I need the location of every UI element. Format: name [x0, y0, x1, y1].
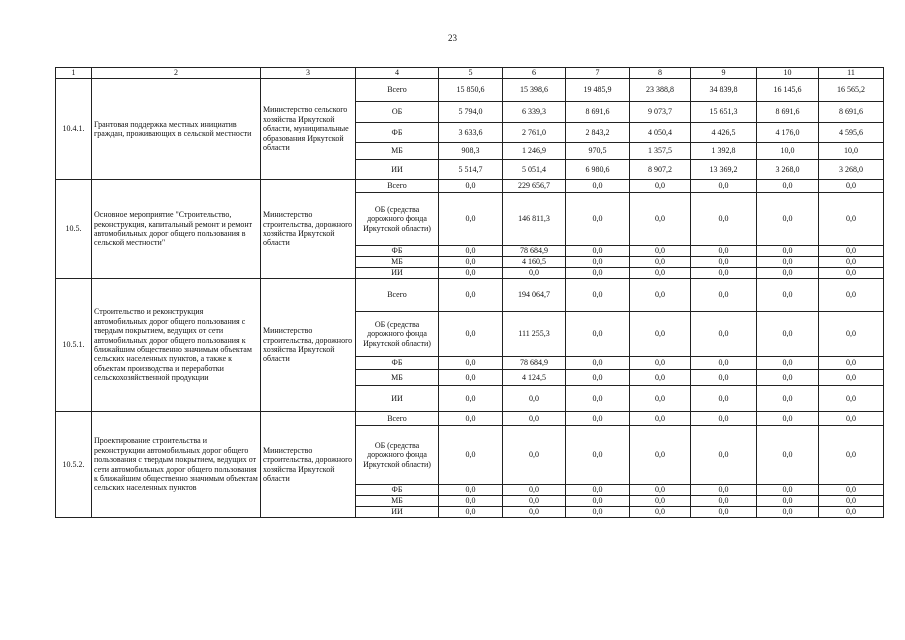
- amount-cell: 0,0: [757, 357, 819, 370]
- amount-cell: 0,0: [819, 426, 884, 485]
- amount-cell: 0,0: [819, 507, 884, 518]
- amount-cell: 0,0: [630, 386, 691, 412]
- amount-cell: 0,0: [566, 412, 630, 426]
- table-row: [56, 180, 884, 193]
- amount-cell: 19 485,9: [566, 79, 630, 102]
- column-number-header: 4: [356, 68, 439, 79]
- amount-cell: 1 246,9: [503, 143, 566, 160]
- funding-source: ИИ: [356, 386, 439, 412]
- amount-cell: 5 514,7: [439, 160, 503, 180]
- amount-cell: 0,0: [819, 485, 884, 496]
- amount-cell: 1 392,8: [691, 143, 757, 160]
- amount-cell: 0,0: [691, 312, 757, 357]
- amount-cell: 111 255,3: [503, 312, 566, 357]
- amount-cell: 3 268,0: [819, 160, 884, 180]
- amount-cell: 0,0: [691, 246, 757, 257]
- amount-cell: 0,0: [630, 257, 691, 268]
- amount-cell: 0,0: [566, 386, 630, 412]
- amount-cell: 1 357,5: [630, 143, 691, 160]
- section-description: Проектирование строительства и реконструкции автомобильных дорог общего пользования с твердым покрытием, ведущих от сети автомобильных дорог общего пользования к ближайшим общественно значимым объектам сельских населенных пунктов: [92, 412, 261, 518]
- amount-cell: 0,0: [630, 180, 691, 193]
- column-number-header: 1: [56, 68, 92, 79]
- amount-cell: 0,0: [757, 370, 819, 386]
- amount-cell: 0,0: [757, 180, 819, 193]
- column-number-header: 6: [503, 68, 566, 79]
- amount-cell: 0,0: [757, 507, 819, 518]
- amount-cell: 9 073,7: [630, 102, 691, 123]
- funding-source: ФБ: [356, 357, 439, 370]
- amount-cell: 6 339,3: [503, 102, 566, 123]
- amount-cell: 194 064,7: [503, 279, 566, 312]
- amount-cell: 0,0: [439, 485, 503, 496]
- column-number-header: 10: [757, 68, 819, 79]
- amount-cell: 0,0: [630, 357, 691, 370]
- amount-cell: 10,0: [757, 143, 819, 160]
- amount-cell: 0,0: [630, 412, 691, 426]
- amount-cell: 0,0: [566, 268, 630, 279]
- amount-cell: 2 843,2: [566, 123, 630, 143]
- amount-cell: 229 656,7: [503, 180, 566, 193]
- amount-cell: 0,0: [439, 279, 503, 312]
- amount-cell: 0,0: [503, 496, 566, 507]
- column-number-header: 3: [261, 68, 356, 79]
- amount-cell: 4 124,5: [503, 370, 566, 386]
- amount-cell: 0,0: [757, 426, 819, 485]
- amount-cell: 4 176,0: [757, 123, 819, 143]
- amount-cell: 8 691,6: [819, 102, 884, 123]
- amount-cell: 0,0: [691, 412, 757, 426]
- section-code: 10.5.: [56, 180, 92, 279]
- amount-cell: 16 145,6: [757, 79, 819, 102]
- amount-cell: 15 850,6: [439, 79, 503, 102]
- column-number-header: 9: [691, 68, 757, 79]
- amount-cell: 0,0: [439, 370, 503, 386]
- amount-cell: 4 050,4: [630, 123, 691, 143]
- funding-source: ИИ: [356, 507, 439, 518]
- amount-cell: 0,0: [630, 279, 691, 312]
- amount-cell: 0,0: [757, 312, 819, 357]
- funding-source: МБ: [356, 370, 439, 386]
- amount-cell: 4 426,5: [691, 123, 757, 143]
- amount-cell: 0,0: [819, 257, 884, 268]
- column-number-header: 11: [819, 68, 884, 79]
- amount-cell: 0,0: [819, 246, 884, 257]
- amount-cell: 0,0: [630, 426, 691, 485]
- amount-cell: 0,0: [630, 370, 691, 386]
- amount-cell: 0,0: [439, 193, 503, 246]
- column-number-header: 8: [630, 68, 691, 79]
- amount-cell: 0,0: [439, 246, 503, 257]
- funding-source: ИИ: [356, 160, 439, 180]
- amount-cell: 0,0: [691, 485, 757, 496]
- amount-cell: 0,0: [819, 193, 884, 246]
- funding-source: ИИ: [356, 268, 439, 279]
- amount-cell: 0,0: [503, 386, 566, 412]
- amount-cell: 0,0: [691, 268, 757, 279]
- amount-cell: 0,0: [566, 312, 630, 357]
- amount-cell: 10,0: [819, 143, 884, 160]
- table-header-row: [56, 68, 884, 79]
- funding-source: ФБ: [356, 485, 439, 496]
- amount-cell: 3 268,0: [757, 160, 819, 180]
- amount-cell: 3 633,6: [439, 123, 503, 143]
- amount-cell: 0,0: [566, 257, 630, 268]
- table-row: [56, 79, 884, 102]
- funding-source: ФБ: [356, 123, 439, 143]
- amount-cell: 0,0: [630, 193, 691, 246]
- amount-cell: 0,0: [439, 312, 503, 357]
- amount-cell: 0,0: [757, 193, 819, 246]
- amount-cell: 0,0: [566, 426, 630, 485]
- funding-source: ОБ: [356, 102, 439, 123]
- amount-cell: 6 980,6: [566, 160, 630, 180]
- amount-cell: 0,0: [630, 507, 691, 518]
- section-code: 10.4.1.: [56, 79, 92, 180]
- funding-source: ОБ (средства дорожного фонда Иркутской области): [356, 312, 439, 357]
- amount-cell: 16 565,2: [819, 79, 884, 102]
- amount-cell: 0,0: [630, 246, 691, 257]
- amount-cell: 0,0: [757, 386, 819, 412]
- amount-cell: 0,0: [566, 279, 630, 312]
- section-executor: Министерство строительства, дорожного хозяйства Иркутской области: [261, 180, 356, 279]
- amount-cell: 0,0: [757, 496, 819, 507]
- amount-cell: 0,0: [691, 257, 757, 268]
- funding-source: Всего: [356, 180, 439, 193]
- amount-cell: 0,0: [819, 496, 884, 507]
- amount-cell: 0,0: [757, 485, 819, 496]
- amount-cell: 8 907,2: [630, 160, 691, 180]
- amount-cell: 0,0: [691, 279, 757, 312]
- amount-cell: 0,0: [503, 426, 566, 485]
- section-description: Строительство и реконструкция автомобильных дорог общего пользования с твердым покрытием, ведущих от сети автомобильных дорог общего пользования к ближайшим общественно значимым объектам сельских населенных пунктов, а также к объектам производства и переработки сельскохозяйственной продукции: [92, 279, 261, 412]
- section-executor: Министерство строительства, дорожного хозяйства Иркутской области: [261, 279, 356, 412]
- section-code: 10.5.2.: [56, 412, 92, 518]
- funding-source: Всего: [356, 412, 439, 426]
- column-number-header: 2: [92, 68, 261, 79]
- funding-source: ОБ (средства дорожного фонда Иркутской области): [356, 193, 439, 246]
- section-description: Основное мероприятие "Строительство, реконструкция, капитальный ремонт и ремонт автомобильных дорог общего пользования в сельской местности": [92, 180, 261, 279]
- amount-cell: 13 369,2: [691, 160, 757, 180]
- amount-cell: 0,0: [566, 357, 630, 370]
- section-description: Грантовая поддержка местных инициатив граждан, проживающих в сельской местности: [92, 79, 261, 180]
- amount-cell: 0,0: [630, 312, 691, 357]
- amount-cell: 0,0: [819, 412, 884, 426]
- amount-cell: 0,0: [566, 180, 630, 193]
- amount-cell: 0,0: [439, 268, 503, 279]
- amount-cell: 0,0: [503, 485, 566, 496]
- amount-cell: 0,0: [439, 426, 503, 485]
- funding-source: ФБ: [356, 246, 439, 257]
- column-number-header: 7: [566, 68, 630, 79]
- funding-source: МБ: [356, 496, 439, 507]
- funding-source: ОБ (средства дорожного фонда Иркутской области): [356, 426, 439, 485]
- amount-cell: 0,0: [566, 485, 630, 496]
- amount-cell: 23 388,8: [630, 79, 691, 102]
- funding-source: МБ: [356, 143, 439, 160]
- page-number: 23: [448, 33, 457, 43]
- amount-cell: 0,0: [439, 357, 503, 370]
- amount-cell: 0,0: [819, 357, 884, 370]
- amount-cell: 0,0: [439, 496, 503, 507]
- amount-cell: 0,0: [630, 496, 691, 507]
- amount-cell: 0,0: [757, 257, 819, 268]
- amount-cell: 0,0: [566, 507, 630, 518]
- amount-cell: 5 051,4: [503, 160, 566, 180]
- funding-source: МБ: [356, 257, 439, 268]
- budget-table: [55, 67, 884, 518]
- amount-cell: 4 595,6: [819, 123, 884, 143]
- section-code: 10.5.1.: [56, 279, 92, 412]
- funding-source: Всего: [356, 279, 439, 312]
- amount-cell: 0,0: [819, 386, 884, 412]
- amount-cell: 15 398,6: [503, 79, 566, 102]
- amount-cell: 0,0: [439, 507, 503, 518]
- amount-cell: 0,0: [630, 485, 691, 496]
- amount-cell: 8 691,6: [566, 102, 630, 123]
- amount-cell: 0,0: [691, 507, 757, 518]
- amount-cell: 0,0: [757, 246, 819, 257]
- amount-cell: 146 811,3: [503, 193, 566, 246]
- amount-cell: 78 684,9: [503, 246, 566, 257]
- amount-cell: 0,0: [439, 257, 503, 268]
- amount-cell: 0,0: [757, 412, 819, 426]
- amount-cell: 0,0: [757, 268, 819, 279]
- amount-cell: 0,0: [566, 193, 630, 246]
- amount-cell: 0,0: [691, 386, 757, 412]
- section-executor: Министерство строительства, дорожного хозяйства Иркутской области: [261, 412, 356, 518]
- amount-cell: 0,0: [691, 357, 757, 370]
- funding-source: Всего: [356, 79, 439, 102]
- amount-cell: 0,0: [691, 496, 757, 507]
- amount-cell: 0,0: [439, 180, 503, 193]
- amount-cell: 0,0: [819, 180, 884, 193]
- amount-cell: 0,0: [691, 193, 757, 246]
- amount-cell: 0,0: [757, 279, 819, 312]
- amount-cell: 0,0: [503, 268, 566, 279]
- amount-cell: 5 794,0: [439, 102, 503, 123]
- section-executor: Министерство сельского хозяйства Иркутской области, муниципальные образования Иркутской области: [261, 79, 356, 180]
- amount-cell: 0,0: [566, 496, 630, 507]
- amount-cell: 0,0: [566, 246, 630, 257]
- amount-cell: 0,0: [691, 180, 757, 193]
- amount-cell: 0,0: [439, 386, 503, 412]
- table-row: [56, 412, 884, 426]
- amount-cell: 0,0: [691, 370, 757, 386]
- amount-cell: 0,0: [566, 370, 630, 386]
- amount-cell: 0,0: [819, 279, 884, 312]
- amount-cell: 0,0: [439, 412, 503, 426]
- amount-cell: 4 160,5: [503, 257, 566, 268]
- amount-cell: 2 761,0: [503, 123, 566, 143]
- amount-cell: 908,3: [439, 143, 503, 160]
- amount-cell: 78 684,9: [503, 357, 566, 370]
- amount-cell: 0,0: [630, 268, 691, 279]
- amount-cell: 0,0: [691, 426, 757, 485]
- amount-cell: 0,0: [819, 268, 884, 279]
- amount-cell: 0,0: [503, 507, 566, 518]
- amount-cell: 0,0: [503, 412, 566, 426]
- amount-cell: 15 651,3: [691, 102, 757, 123]
- amount-cell: 34 839,8: [691, 79, 757, 102]
- amount-cell: 0,0: [819, 312, 884, 357]
- column-number-header: 5: [439, 68, 503, 79]
- amount-cell: 970,5: [566, 143, 630, 160]
- amount-cell: 8 691,6: [757, 102, 819, 123]
- amount-cell: 0,0: [819, 370, 884, 386]
- table-row: [56, 279, 884, 312]
